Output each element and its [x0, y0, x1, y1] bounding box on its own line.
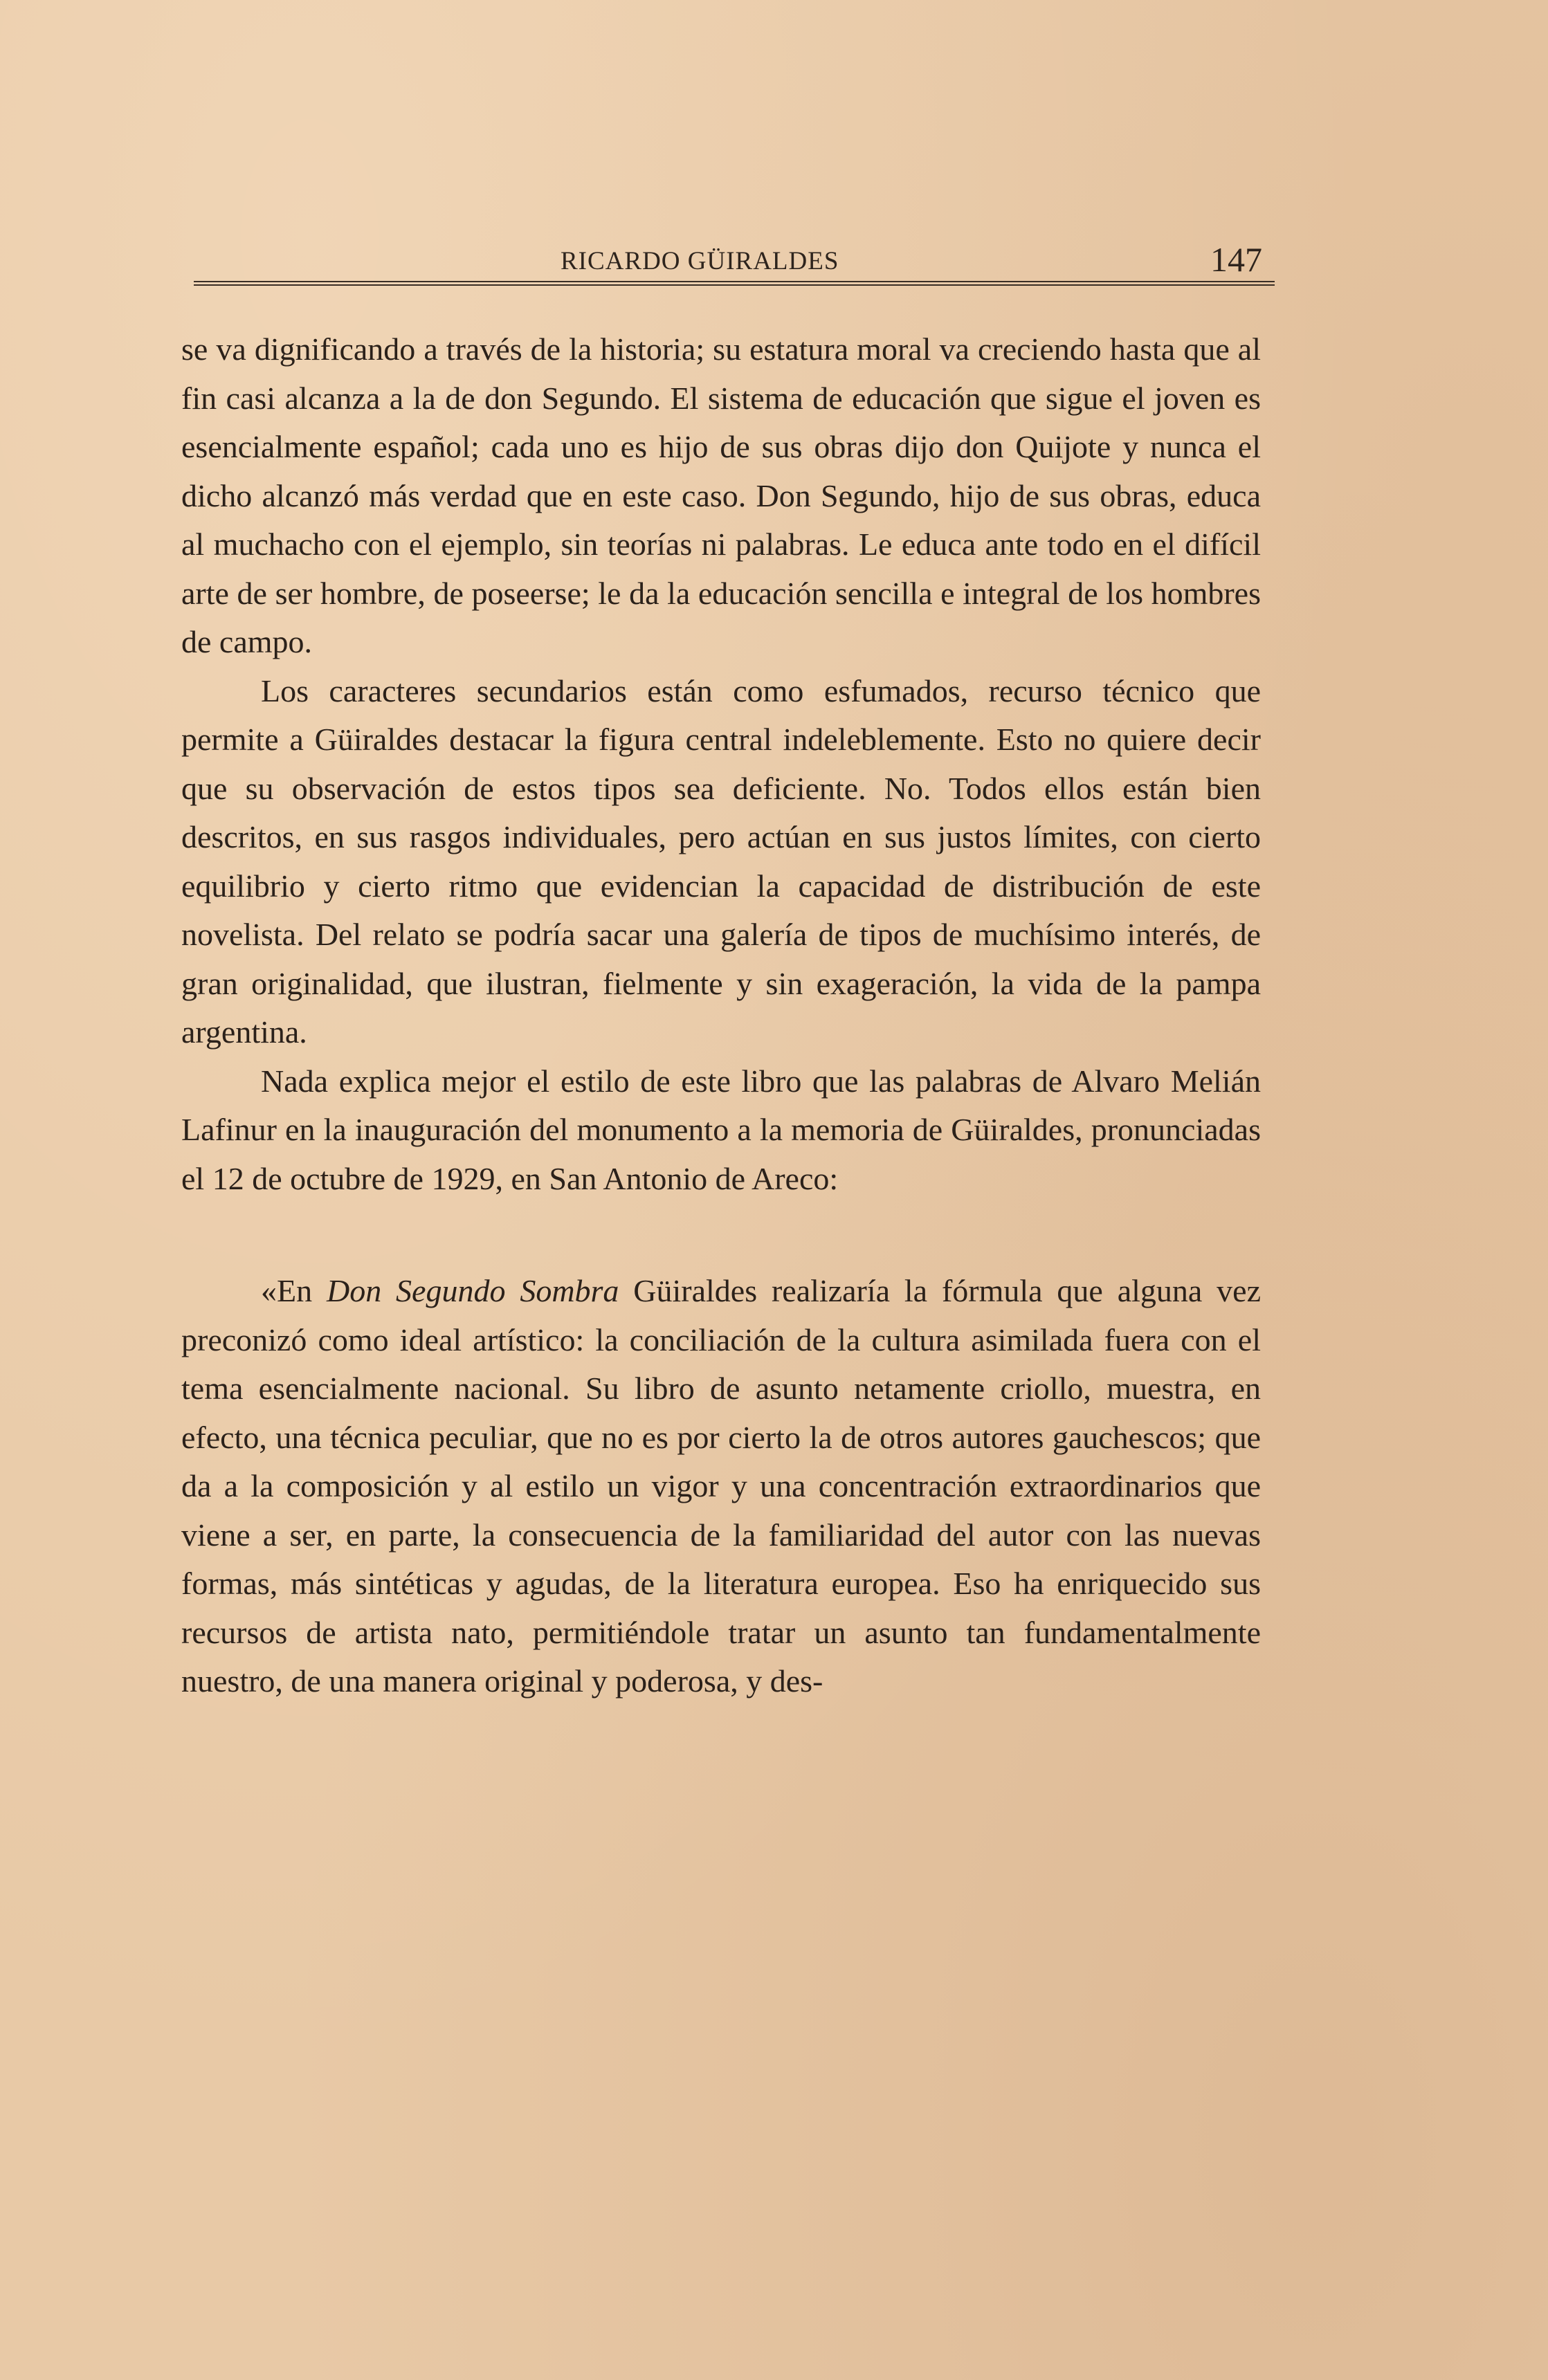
quote-open: «En — [261, 1273, 327, 1308]
paragraph-style-intro: Nada explica mejor el estilo de este libro que las palabras de Alvaro Melián Lafinur en la inauguración del monumento a la memoria de Güiraldes, pronunciadas el 12 de octubre de 1929, en San Antonio de Areco: — [181, 1063, 1261, 1196]
running-title: RICARDO GÜIRALDES — [561, 247, 839, 275]
book-title: Don Segundo Sombra — [326, 1273, 619, 1308]
quote-body: Güiraldes realizaría la fórmula que alguna vez preconizó como ideal artístico: la conciliación de la cultura asimilada fuera con el tema esencialmente nacional. Su libro de asunto netamente criollo, muestra, en efecto, una técnica peculiar, que no es por cierto la de otros autores gauchescos; que da a la composición y al estilo un vigor y una concentración extraordinarios que viene a ser, en parte, la consecuencia de la familiaridad del autor con las nuevas formas, más sintéticas y agudas, de la literatura europea. Eso ha enriquecido sus recursos de artista nato, permitiéndole tratar un asunto tan fundamentalmente nuestro, de una manera original y poderosa, y des- — [181, 1273, 1261, 1699]
paragraph-secondary-characters: Los caracteres secundarios están como esfumados, recurso técnico que permite a Güiraldes destacar la figura central indeleblemente. Esto no quiere decir que su observación de estos tipos sea deficiente. No. Todos ellos están bien descritos, en sus rasgos individuales, pero actúan en sus justos límites, con cierto equilibrio y cierto ritmo que evidencian la capacidad de distribución de este novelista. Del relato se podría sacar una galería de tipos de muchísimo interés, de gran originalidad, que ilustran, fielmente y sin exageración, la vida de la pampa argentina. — [181, 672, 1261, 1050]
quote-spacer — [181, 1203, 1261, 1267]
header-rule — [194, 281, 1275, 286]
body-text — [181, 325, 1261, 1706]
paragraph-continuation: se va dignificando a través de la historia; su estatura moral va creciendo hasta que al fin casi alcanza a la de don Segundo. El sistema de educación que sigue el joven es esencialmente español; cada uno es hijo de sus obras dijo don Quijote y nunca el dicho alcanzó más verdad que en este caso. Don Segundo, hijo de sus obras, educa al muchacho con el ejemplo, sin teorías ni palabras. Le educa ante todo en el difícil arte de ser hombre, de poseerse; le da la educación sencilla e integral de los hombres de campo. — [181, 331, 1261, 659]
page-number: 147 — [1210, 240, 1262, 279]
quoted-passage — [181, 1267, 1261, 1706]
running-head — [194, 235, 1275, 291]
